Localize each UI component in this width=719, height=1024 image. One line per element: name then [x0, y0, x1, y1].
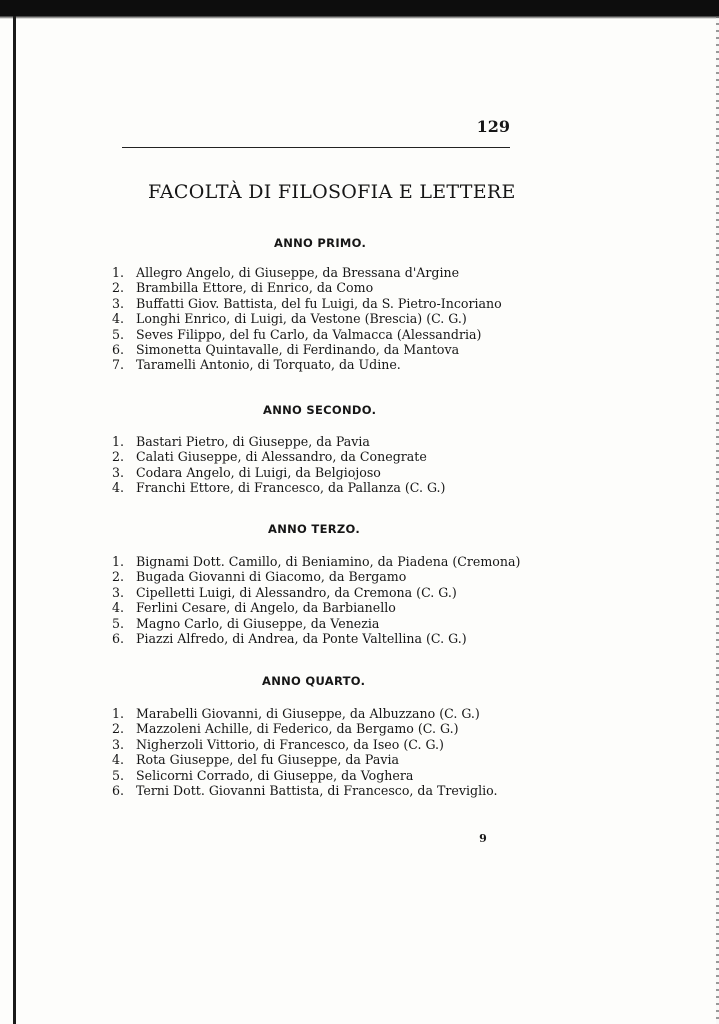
list-item-text: Bugada Giovanni di Giacomo, da Bergamo	[136, 569, 407, 585]
section-heading-anno-quarto: ANNO QUARTO.	[262, 674, 366, 688]
list-item	[112, 311, 502, 326]
list-item	[112, 554, 520, 569]
list-item-text: Nigherzoli Vittorio, di Francesco, da Iseo (C. G.)	[136, 736, 444, 752]
list-item-number: 2.	[112, 449, 125, 465]
list-item-text: Piazzi Alfredo, di Andrea, da Ponte Valtellina (C. G.)	[136, 631, 467, 647]
student-list-anno-primo	[112, 265, 502, 373]
list-item-number: 6.	[112, 342, 125, 358]
list-item-number: 1.	[112, 434, 125, 449]
page-number: 129	[476, 117, 510, 136]
list-item-text: Bastari Pietro, di Giuseppe, da Pavia	[136, 434, 370, 449]
list-item-text: Codara Angelo, di Luigi, da Belgiojoso	[136, 464, 381, 480]
section-heading-anno-primo: ANNO PRIMO.	[274, 236, 367, 250]
list-item	[112, 631, 520, 646]
scan-left-border	[13, 16, 16, 1024]
list-item-number: 1.	[112, 265, 125, 280]
list-item	[112, 480, 445, 495]
list-item-number: 3.	[112, 295, 125, 311]
list-item-text: Allegro Angelo, di Giuseppe, da Bressana d'Argine	[136, 265, 460, 280]
list-item-text: Magno Carlo, di Giuseppe, da Venezia	[136, 615, 380, 631]
list-item	[112, 585, 520, 600]
list-item	[112, 465, 445, 480]
header-rule	[122, 147, 510, 148]
student-list-anno-quarto	[112, 706, 498, 798]
student-list-anno-secondo	[112, 434, 445, 496]
list-item-number: 4.	[112, 752, 125, 768]
list-item	[112, 706, 498, 721]
list-item-text: Terni Dott. Giovanni Battista, di Francesco, da Treviglio.	[136, 783, 498, 799]
list-item	[112, 721, 498, 736]
list-item	[112, 752, 498, 767]
list-item-number: 5.	[112, 615, 125, 631]
list-item-text: Cipelletti Luigi, di Alessandro, da Cremona (C. G.)	[136, 584, 457, 600]
list-item-text: Franchi Ettore, di Francesco, da Pallanza (C. G.)	[136, 480, 446, 496]
list-item-text: Buffatti Giov. Battista, del fu Luigi, da S. Pietro-Incoriano	[136, 295, 502, 311]
scan-top-shadow	[0, 16, 719, 19]
list-item-text: Simonetta Quintavalle, di Ferdinando, da Mantova	[136, 342, 460, 358]
list-item-text: Marabelli Giovanni, di Giuseppe, da Albuzzano (C. G.)	[136, 706, 480, 721]
list-item-number: 5.	[112, 326, 125, 342]
list-item	[112, 434, 445, 449]
list-item-number: 4.	[112, 480, 125, 496]
list-item	[112, 265, 502, 280]
list-item-number: 2.	[112, 569, 125, 585]
faculty-title: FACOLTÀ DI FILOSOFIA E LETTERE	[148, 181, 516, 203]
list-item-text: Mazzoleni Achille, di Federico, da Bergamo (C. G.)	[136, 721, 459, 737]
list-item-number: 6.	[112, 631, 125, 647]
list-item	[112, 449, 445, 464]
section-heading-anno-terzo: ANNO TERZO.	[268, 522, 361, 536]
list-item-number: 4.	[112, 311, 125, 327]
list-item-number: 4.	[112, 600, 125, 616]
list-item-number: 7.	[112, 357, 125, 373]
list-item-number: 5.	[112, 767, 125, 783]
list-item-number: 2.	[112, 721, 125, 737]
list-item-number: 1.	[112, 706, 125, 721]
student-list-anno-terzo	[112, 554, 520, 646]
section-heading-anno-secondo: ANNO SECONDO.	[263, 403, 377, 417]
list-item-number: 2.	[112, 280, 125, 296]
list-item-number: 3.	[112, 464, 125, 480]
signature-mark: 9	[479, 832, 487, 845]
list-item-text: Longhi Enrico, di Luigi, da Vestone (Brescia) (C. G.)	[136, 311, 467, 327]
list-item-text: Ferlini Cesare, di Angelo, da Barbianello	[136, 600, 396, 616]
list-item	[112, 783, 498, 798]
list-item	[112, 737, 498, 752]
list-item-number: 3.	[112, 584, 125, 600]
list-item	[112, 357, 502, 372]
list-item-text: Calati Giuseppe, di Alessandro, da Conegrate	[136, 449, 427, 465]
list-item	[112, 616, 520, 631]
scan-top-border	[0, 0, 719, 16]
list-item-text: Seves Filippo, del fu Carlo, da Valmacca (Alessandria)	[136, 326, 482, 342]
list-item-number: 3.	[112, 736, 125, 752]
list-item-number: 1.	[112, 554, 125, 569]
list-item	[112, 342, 502, 357]
list-item-text: Brambilla Ettore, di Enrico, da Como	[136, 280, 374, 296]
list-item	[112, 600, 520, 615]
list-item	[112, 296, 502, 311]
list-item-number: 6.	[112, 783, 125, 799]
list-item	[112, 280, 502, 295]
list-item-text: Rota Giuseppe, del fu Giuseppe, da Pavia	[136, 752, 399, 768]
list-item-text: Selicorni Corrado, di Giuseppe, da Voghera	[136, 767, 414, 783]
list-item	[112, 768, 498, 783]
list-item-text: Taramelli Antonio, di Torquato, da Udine.	[136, 357, 401, 373]
list-item	[112, 327, 502, 342]
list-item-text: Bignami Dott. Camillo, di Beniamino, da Piadena (Cremona)	[136, 554, 521, 569]
list-item	[112, 569, 520, 584]
